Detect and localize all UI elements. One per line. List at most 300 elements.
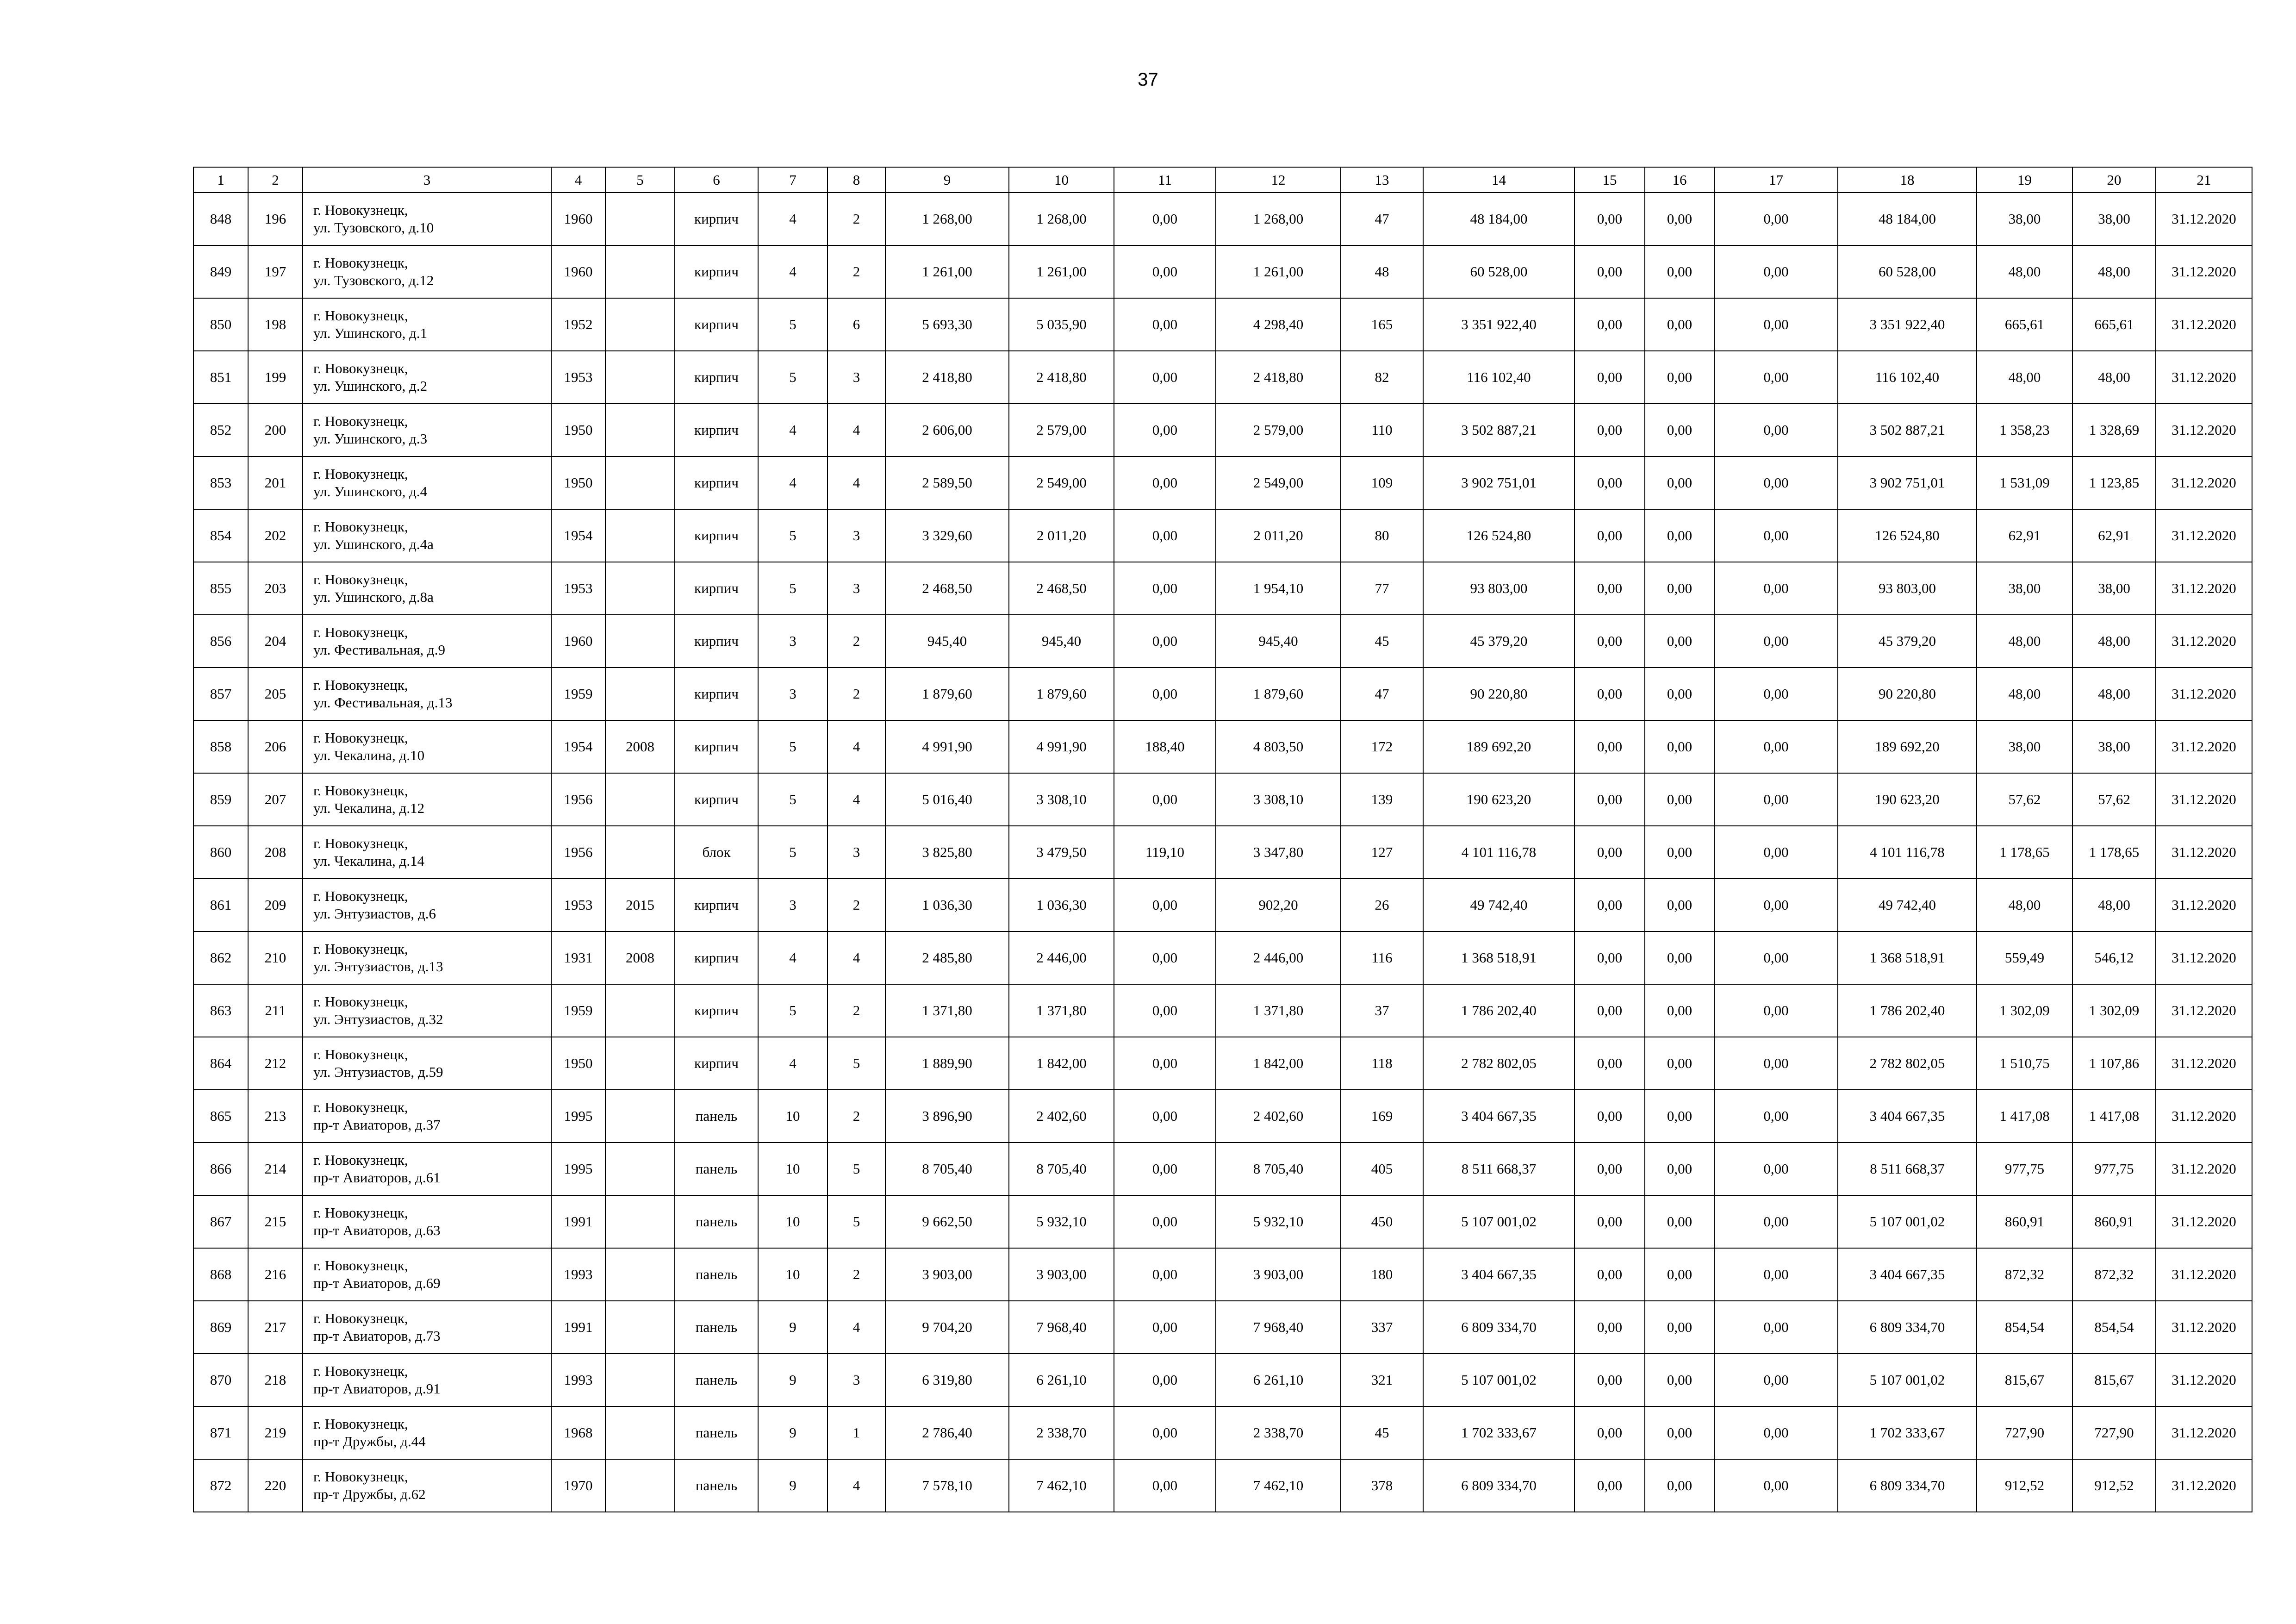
table-cell-col-5: 2015 xyxy=(605,879,675,931)
table-cell-col-13: 321 xyxy=(1341,1354,1423,1406)
table-cell-col-18: 2 782 802,05 xyxy=(1838,1037,1977,1090)
table-row xyxy=(193,193,2252,245)
table-cell-col-6: панель xyxy=(675,1248,758,1301)
table-cell-col-12: 2 402,60 xyxy=(1216,1090,1341,1143)
table-cell-col-2: 218 xyxy=(248,1354,303,1406)
table-cell-col-17: 0,00 xyxy=(1714,879,1838,931)
table-cell-col-1: 861 xyxy=(193,879,248,931)
table-cell-col-6: панель xyxy=(675,1143,758,1195)
table-row xyxy=(193,668,2252,720)
table-cell-col-15: 0,00 xyxy=(1574,1406,1645,1459)
table-cell-col-1: 857 xyxy=(193,668,248,720)
table-cell-col-15: 0,00 xyxy=(1574,1143,1645,1195)
address-cell xyxy=(303,404,551,456)
column-number-header: 8 xyxy=(828,167,885,193)
table-cell-col-8: 4 xyxy=(828,1459,885,1512)
table-cell-col-13: 165 xyxy=(1341,298,1423,351)
address-cell xyxy=(303,1195,551,1248)
table-cell-col-5 xyxy=(605,615,675,668)
table-cell-col-20: 1 417,08 xyxy=(2072,1090,2156,1143)
table-cell-col-9: 4 991,90 xyxy=(885,720,1009,773)
table-cell-col-21: 31.12.2020 xyxy=(2156,1459,2252,1512)
table-cell-col-6: панель xyxy=(675,1354,758,1406)
table-cell-col-18: 60 528,00 xyxy=(1838,245,1977,298)
address-street: ул. Фестивальная, д.9 xyxy=(313,642,446,658)
table-cell-col-17: 0,00 xyxy=(1714,984,1838,1037)
table-cell-col-1: 863 xyxy=(193,984,248,1037)
table-cell-col-12: 1 954,10 xyxy=(1216,562,1341,615)
table-cell-col-1: 866 xyxy=(193,1143,248,1195)
table-cell-col-19: 57,62 xyxy=(1977,773,2072,826)
table-cell-col-11: 0,00 xyxy=(1114,1195,1216,1248)
table-cell-col-1: 862 xyxy=(193,931,248,984)
table-cell-col-21: 31.12.2020 xyxy=(2156,773,2252,826)
table-cell-col-10: 4 991,90 xyxy=(1009,720,1114,773)
address-city: г. Новокузнецк, xyxy=(313,993,408,1010)
table-cell-col-2: 210 xyxy=(248,931,303,984)
table-cell-col-19: 815,67 xyxy=(1977,1354,2072,1406)
table-cell-col-2: 201 xyxy=(248,456,303,509)
table-cell-col-16: 0,00 xyxy=(1645,615,1714,668)
table-cell-col-4: 1995 xyxy=(551,1090,605,1143)
table-row xyxy=(193,1037,2252,1090)
table-cell-col-18: 190 623,20 xyxy=(1838,773,1977,826)
table-cell-col-14: 1 786 202,40 xyxy=(1423,984,1574,1037)
table-cell-col-6: кирпич xyxy=(675,245,758,298)
column-number-header: 14 xyxy=(1423,167,1574,193)
table-cell-col-11: 0,00 xyxy=(1114,879,1216,931)
table-cell-col-15: 0,00 xyxy=(1574,931,1645,984)
table-cell-col-14: 2 782 802,05 xyxy=(1423,1037,1574,1090)
address-cell xyxy=(303,245,551,298)
table-cell-col-17: 0,00 xyxy=(1714,1248,1838,1301)
table-cell-col-9: 7 578,10 xyxy=(885,1459,1009,1512)
address-street: ул. Чекалина, д.12 xyxy=(313,800,425,816)
address-cell xyxy=(303,931,551,984)
table-cell-col-7: 5 xyxy=(758,720,828,773)
table-cell-col-8: 3 xyxy=(828,351,885,404)
table-cell-col-16: 0,00 xyxy=(1645,1301,1714,1354)
table-cell-col-18: 3 902 751,01 xyxy=(1838,456,1977,509)
table-cell-col-13: 118 xyxy=(1341,1037,1423,1090)
table-cell-col-12: 1 268,00 xyxy=(1216,193,1341,245)
address-street: пр-т Дружбы, д.62 xyxy=(313,1486,426,1502)
address-city: г. Новокузнецк, xyxy=(313,202,408,218)
column-number-header: 16 xyxy=(1645,167,1714,193)
table-cell-col-12: 1 879,60 xyxy=(1216,668,1341,720)
table-cell-col-10: 2 549,00 xyxy=(1009,456,1114,509)
table-cell-col-15: 0,00 xyxy=(1574,193,1645,245)
table-cell-col-4: 1993 xyxy=(551,1248,605,1301)
table-cell-col-21: 31.12.2020 xyxy=(2156,984,2252,1037)
table-cell-col-13: 405 xyxy=(1341,1143,1423,1195)
table-cell-col-2: 207 xyxy=(248,773,303,826)
table-row xyxy=(193,720,2252,773)
table-cell-col-5 xyxy=(605,298,675,351)
table-cell-col-21: 31.12.2020 xyxy=(2156,1090,2252,1143)
table-cell-col-16: 0,00 xyxy=(1645,1248,1714,1301)
table-cell-col-11: 119,10 xyxy=(1114,826,1216,879)
address-city: г. Новокузнецк, xyxy=(313,1257,408,1274)
table-cell-col-4: 1950 xyxy=(551,1037,605,1090)
address-cell xyxy=(303,984,551,1037)
table-cell-col-21: 31.12.2020 xyxy=(2156,245,2252,298)
address-city: г. Новокузнецк, xyxy=(313,1046,408,1062)
table-cell-col-6: кирпич xyxy=(675,984,758,1037)
table-cell-col-16: 0,00 xyxy=(1645,351,1714,404)
table-cell-col-18: 90 220,80 xyxy=(1838,668,1977,720)
table-row xyxy=(193,984,2252,1037)
address-cell xyxy=(303,509,551,562)
table-cell-col-16: 0,00 xyxy=(1645,1090,1714,1143)
table-cell-col-10: 3 479,50 xyxy=(1009,826,1114,879)
address-city: г. Новокузнецк, xyxy=(313,307,408,324)
table-cell-col-11: 0,00 xyxy=(1114,773,1216,826)
table-cell-col-9: 2 485,80 xyxy=(885,931,1009,984)
table-cell-col-15: 0,00 xyxy=(1574,984,1645,1037)
address-street: пр-т Авиаторов, д.61 xyxy=(313,1169,441,1186)
address-street: ул. Фестивальная, д.13 xyxy=(313,694,453,711)
table-cell-col-6: кирпич xyxy=(675,298,758,351)
table-cell-col-5: 2008 xyxy=(605,931,675,984)
table-cell-col-13: 172 xyxy=(1341,720,1423,773)
address-street: ул. Энтузиастов, д.13 xyxy=(313,958,443,974)
table-cell-col-15: 0,00 xyxy=(1574,456,1645,509)
address-street: ул. Энтузиастов, д.32 xyxy=(313,1011,443,1027)
table-cell-col-10: 7 968,40 xyxy=(1009,1301,1114,1354)
address-city: г. Новокузнецк, xyxy=(313,1363,408,1379)
address-cell xyxy=(303,1459,551,1512)
table-cell-col-16: 0,00 xyxy=(1645,298,1714,351)
table-cell-col-17: 0,00 xyxy=(1714,615,1838,668)
table-cell-col-11: 0,00 xyxy=(1114,931,1216,984)
table-cell-col-17: 0,00 xyxy=(1714,1143,1838,1195)
table-cell-col-19: 872,32 xyxy=(1977,1248,2072,1301)
table-cell-col-20: 38,00 xyxy=(2072,562,2156,615)
table-cell-col-13: 26 xyxy=(1341,879,1423,931)
table-cell-col-16: 0,00 xyxy=(1645,668,1714,720)
table-cell-col-4: 1991 xyxy=(551,1195,605,1248)
table-cell-col-2: 202 xyxy=(248,509,303,562)
address-city: г. Новокузнецк, xyxy=(313,835,408,851)
table-row xyxy=(193,1406,2252,1459)
table-cell-col-5 xyxy=(605,351,675,404)
table-cell-col-6: кирпич xyxy=(675,773,758,826)
table-cell-col-6: панель xyxy=(675,1090,758,1143)
table-cell-col-21: 31.12.2020 xyxy=(2156,826,2252,879)
table-cell-col-20: 854,54 xyxy=(2072,1301,2156,1354)
table-cell-col-19: 854,54 xyxy=(1977,1301,2072,1354)
table-cell-col-11: 0,00 xyxy=(1114,509,1216,562)
table-cell-col-11: 0,00 xyxy=(1114,984,1216,1037)
table-cell-col-7: 9 xyxy=(758,1459,828,1512)
table-cell-col-8: 3 xyxy=(828,1354,885,1406)
table-cell-col-9: 2 786,40 xyxy=(885,1406,1009,1459)
address-city: г. Новокузнецк, xyxy=(313,1310,408,1326)
table-cell-col-4: 1953 xyxy=(551,351,605,404)
table-cell-col-18: 3 404 667,35 xyxy=(1838,1090,1977,1143)
table-cell-col-18: 3 404 667,35 xyxy=(1838,1248,1977,1301)
table-cell-col-6: кирпич xyxy=(675,562,758,615)
table-cell-col-7: 10 xyxy=(758,1090,828,1143)
table-cell-col-10: 1 036,30 xyxy=(1009,879,1114,931)
address-city: г. Новокузнецк, xyxy=(313,677,408,693)
table-row xyxy=(193,1195,2252,1248)
column-number-header: 19 xyxy=(1977,167,2072,193)
table-cell-col-8: 4 xyxy=(828,404,885,456)
table-cell-col-18: 1 786 202,40 xyxy=(1838,984,1977,1037)
table-cell-col-7: 4 xyxy=(758,245,828,298)
table-cell-col-12: 1 842,00 xyxy=(1216,1037,1341,1090)
table-cell-col-20: 38,00 xyxy=(2072,720,2156,773)
table-cell-col-6: панель xyxy=(675,1406,758,1459)
table-cell-col-7: 3 xyxy=(758,879,828,931)
address-cell xyxy=(303,1354,551,1406)
address-street: ул. Ушинского, д.4 xyxy=(313,483,428,500)
table-cell-col-5 xyxy=(605,1090,675,1143)
table-cell-col-2: 206 xyxy=(248,720,303,773)
table-cell-col-18: 116 102,40 xyxy=(1838,351,1977,404)
table-cell-col-7: 5 xyxy=(758,562,828,615)
table-cell-col-6: панель xyxy=(675,1195,758,1248)
table-cell-col-10: 2 418,80 xyxy=(1009,351,1114,404)
table-cell-col-20: 912,52 xyxy=(2072,1459,2156,1512)
table-cell-col-18: 126 524,80 xyxy=(1838,509,1977,562)
table-cell-col-9: 945,40 xyxy=(885,615,1009,668)
table-cell-col-1: 851 xyxy=(193,351,248,404)
table-cell-col-15: 0,00 xyxy=(1574,1301,1645,1354)
table-cell-col-16: 0,00 xyxy=(1645,509,1714,562)
address-city: г. Новокузнецк, xyxy=(313,1468,408,1485)
housing-registry-table xyxy=(193,167,2252,1512)
table-row xyxy=(193,1143,2252,1195)
table-cell-col-17: 0,00 xyxy=(1714,298,1838,351)
table-cell-col-10: 1 842,00 xyxy=(1009,1037,1114,1090)
table-cell-col-18: 8 511 668,37 xyxy=(1838,1143,1977,1195)
table-cell-col-16: 0,00 xyxy=(1645,984,1714,1037)
table-cell-col-5 xyxy=(605,562,675,615)
table-cell-col-21: 31.12.2020 xyxy=(2156,351,2252,404)
table-cell-col-12: 902,20 xyxy=(1216,879,1341,931)
table-cell-col-4: 1950 xyxy=(551,404,605,456)
column-number-header: 11 xyxy=(1114,167,1216,193)
column-number-header: 4 xyxy=(551,167,605,193)
table-cell-col-4: 1954 xyxy=(551,720,605,773)
table-cell-col-1: 858 xyxy=(193,720,248,773)
column-number-header: 17 xyxy=(1714,167,1838,193)
table-cell-col-16: 0,00 xyxy=(1645,1354,1714,1406)
address-city: г. Новокузнецк, xyxy=(313,413,408,429)
table-cell-col-21: 31.12.2020 xyxy=(2156,879,2252,931)
address-street: пр-т Авиаторов, д.63 xyxy=(313,1222,441,1238)
table-cell-col-6: кирпич xyxy=(675,668,758,720)
table-cell-col-20: 48,00 xyxy=(2072,879,2156,931)
address-street: ул. Ушинского, д.8а xyxy=(313,589,434,605)
table-cell-col-13: 82 xyxy=(1341,351,1423,404)
table-cell-col-15: 0,00 xyxy=(1574,245,1645,298)
table-cell-col-10: 1 268,00 xyxy=(1009,193,1114,245)
table-cell-col-12: 6 261,10 xyxy=(1216,1354,1341,1406)
table-cell-col-9: 3 825,80 xyxy=(885,826,1009,879)
table-cell-col-15: 0,00 xyxy=(1574,826,1645,879)
table-cell-col-21: 31.12.2020 xyxy=(2156,1143,2252,1195)
table-cell-col-17: 0,00 xyxy=(1714,668,1838,720)
table-cell-col-4: 1956 xyxy=(551,826,605,879)
table-cell-col-14: 126 524,80 xyxy=(1423,509,1574,562)
table-cell-col-9: 1 371,80 xyxy=(885,984,1009,1037)
table-cell-col-16: 0,00 xyxy=(1645,931,1714,984)
table-cell-col-9: 1 889,90 xyxy=(885,1037,1009,1090)
table-cell-col-4: 1970 xyxy=(551,1459,605,1512)
table-cell-col-7: 10 xyxy=(758,1248,828,1301)
table-cell-col-11: 0,00 xyxy=(1114,562,1216,615)
table-cell-col-17: 0,00 xyxy=(1714,509,1838,562)
table-cell-col-1: 856 xyxy=(193,615,248,668)
table-cell-col-11: 0,00 xyxy=(1114,1459,1216,1512)
table-row xyxy=(193,351,2252,404)
table-cell-col-19: 977,75 xyxy=(1977,1143,2072,1195)
table-cell-col-1: 870 xyxy=(193,1354,248,1406)
table-cell-col-10: 7 462,10 xyxy=(1009,1459,1114,1512)
table-cell-col-20: 48,00 xyxy=(2072,668,2156,720)
table-cell-col-20: 727,90 xyxy=(2072,1406,2156,1459)
table-cell-col-6: кирпич xyxy=(675,456,758,509)
table-cell-col-9: 9 662,50 xyxy=(885,1195,1009,1248)
table-cell-col-19: 665,61 xyxy=(1977,298,2072,351)
address-city: г. Новокузнецк, xyxy=(313,782,408,799)
table-cell-col-11: 0,00 xyxy=(1114,1301,1216,1354)
table-cell-col-8: 1 xyxy=(828,1406,885,1459)
table-cell-col-1: 868 xyxy=(193,1248,248,1301)
table-cell-col-13: 127 xyxy=(1341,826,1423,879)
table-cell-col-19: 48,00 xyxy=(1977,879,2072,931)
column-number-header: 13 xyxy=(1341,167,1423,193)
address-cell xyxy=(303,1248,551,1301)
table-cell-col-12: 3 308,10 xyxy=(1216,773,1341,826)
table-cell-col-18: 6 809 334,70 xyxy=(1838,1459,1977,1512)
table-cell-col-12: 2 418,80 xyxy=(1216,351,1341,404)
table-row xyxy=(193,456,2252,509)
table-cell-col-17: 0,00 xyxy=(1714,193,1838,245)
address-city: г. Новокузнецк, xyxy=(313,624,408,640)
column-number-header: 1 xyxy=(193,167,248,193)
table-cell-col-1: 865 xyxy=(193,1090,248,1143)
table-cell-col-2: 219 xyxy=(248,1406,303,1459)
table-cell-col-16: 0,00 xyxy=(1645,1037,1714,1090)
table-cell-col-21: 31.12.2020 xyxy=(2156,456,2252,509)
table-row xyxy=(193,562,2252,615)
table-cell-col-5 xyxy=(605,773,675,826)
table-cell-col-8: 6 xyxy=(828,298,885,351)
table-cell-col-15: 0,00 xyxy=(1574,404,1645,456)
table-cell-col-6: кирпич xyxy=(675,509,758,562)
table-cell-col-15: 0,00 xyxy=(1574,615,1645,668)
table-cell-col-8: 2 xyxy=(828,1248,885,1301)
table-cell-col-15: 0,00 xyxy=(1574,1195,1645,1248)
address-cell xyxy=(303,668,551,720)
table-cell-col-13: 47 xyxy=(1341,668,1423,720)
table-cell-col-4: 1960 xyxy=(551,245,605,298)
table-row xyxy=(193,1354,2252,1406)
table-cell-col-15: 0,00 xyxy=(1574,879,1645,931)
table-cell-col-21: 31.12.2020 xyxy=(2156,1248,2252,1301)
table-cell-col-9: 5 693,30 xyxy=(885,298,1009,351)
table-cell-col-18: 48 184,00 xyxy=(1838,193,1977,245)
table-cell-col-12: 1 371,80 xyxy=(1216,984,1341,1037)
address-street: ул. Ушинского, д.3 xyxy=(313,431,428,447)
table-cell-col-4: 1952 xyxy=(551,298,605,351)
table-cell-col-8: 2 xyxy=(828,245,885,298)
table-cell-col-16: 0,00 xyxy=(1645,404,1714,456)
table-cell-col-11: 0,00 xyxy=(1114,1037,1216,1090)
table-cell-col-2: 217 xyxy=(248,1301,303,1354)
address-cell xyxy=(303,879,551,931)
column-number-header: 9 xyxy=(885,167,1009,193)
table-cell-col-5 xyxy=(605,1037,675,1090)
table-cell-col-9: 3 896,90 xyxy=(885,1090,1009,1143)
table-cell-col-14: 3 351 922,40 xyxy=(1423,298,1574,351)
column-number-header: 5 xyxy=(605,167,675,193)
table-cell-col-10: 5 932,10 xyxy=(1009,1195,1114,1248)
table-cell-col-21: 31.12.2020 xyxy=(2156,1037,2252,1090)
table-cell-col-9: 8 705,40 xyxy=(885,1143,1009,1195)
table-cell-col-14: 93 803,00 xyxy=(1423,562,1574,615)
table-cell-col-1: 860 xyxy=(193,826,248,879)
table-row xyxy=(193,245,2252,298)
table-row xyxy=(193,1090,2252,1143)
table-cell-col-7: 10 xyxy=(758,1195,828,1248)
table-cell-col-6: кирпич xyxy=(675,879,758,931)
table-cell-col-17: 0,00 xyxy=(1714,456,1838,509)
table-cell-col-19: 38,00 xyxy=(1977,193,2072,245)
table-cell-col-1: 850 xyxy=(193,298,248,351)
table-cell-col-7: 9 xyxy=(758,1301,828,1354)
table-cell-col-17: 0,00 xyxy=(1714,1195,1838,1248)
table-cell-col-7: 4 xyxy=(758,193,828,245)
table-cell-col-11: 0,00 xyxy=(1114,1406,1216,1459)
table-cell-col-7: 5 xyxy=(758,298,828,351)
table-cell-col-5 xyxy=(605,245,675,298)
table-cell-col-8: 3 xyxy=(828,562,885,615)
table-cell-col-16: 0,00 xyxy=(1645,1143,1714,1195)
address-street: ул. Тузовского, д.12 xyxy=(313,272,434,288)
table-cell-col-7: 5 xyxy=(758,509,828,562)
address-cell xyxy=(303,1406,551,1459)
table-cell-col-19: 48,00 xyxy=(1977,245,2072,298)
table-cell-col-5 xyxy=(605,1195,675,1248)
table-cell-col-5 xyxy=(605,826,675,879)
table-cell-col-13: 47 xyxy=(1341,193,1423,245)
table-cell-col-1: 871 xyxy=(193,1406,248,1459)
table-cell-col-7: 4 xyxy=(758,404,828,456)
table-cell-col-10: 1 261,00 xyxy=(1009,245,1114,298)
table-cell-col-19: 860,91 xyxy=(1977,1195,2072,1248)
table-cell-col-4: 1959 xyxy=(551,668,605,720)
table-cell-col-18: 3 502 887,21 xyxy=(1838,404,1977,456)
table-cell-col-4: 1950 xyxy=(551,456,605,509)
table-cell-col-10: 2 579,00 xyxy=(1009,404,1114,456)
table-cell-col-7: 10 xyxy=(758,1143,828,1195)
table-cell-col-17: 0,00 xyxy=(1714,245,1838,298)
address-street: ул. Тузовского, д.10 xyxy=(313,219,434,236)
table-cell-col-21: 31.12.2020 xyxy=(2156,615,2252,668)
table-cell-col-8: 5 xyxy=(828,1037,885,1090)
table-cell-col-14: 116 102,40 xyxy=(1423,351,1574,404)
table-cell-col-10: 8 705,40 xyxy=(1009,1143,1114,1195)
address-street: ул. Чекалина, д.10 xyxy=(313,747,425,763)
table-cell-col-20: 1 302,09 xyxy=(2072,984,2156,1037)
table-cell-col-12: 2 549,00 xyxy=(1216,456,1341,509)
